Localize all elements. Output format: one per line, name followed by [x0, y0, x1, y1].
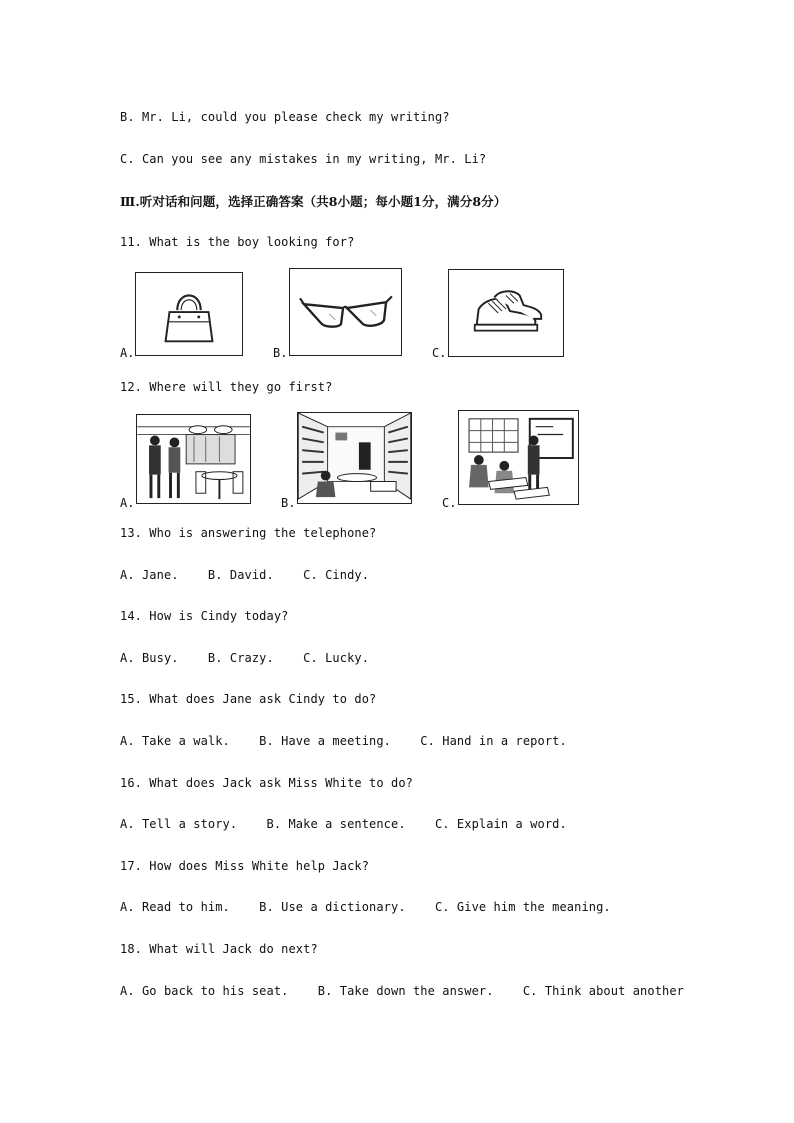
sneakers-icon: [449, 270, 563, 356]
q11-label-c: C.: [432, 346, 447, 360]
handbag-icon: [136, 273, 242, 355]
question-13-options: A. Jane. B. David. C. Cindy.: [120, 568, 370, 582]
q11-picture-c: [448, 269, 564, 357]
q12-label-a: A.: [120, 496, 135, 510]
question-15: 15. What does Jane ask Cindy to do?: [120, 692, 377, 706]
option-c-prev: C. Can you see any mistakes in my writing, Mr. Li?: [120, 152, 487, 166]
section-heading: Ⅲ.听对话和问题，选择正确答案（共8小题；每小题1分，满分8分）: [120, 194, 507, 209]
question-15-options: A. Take a walk. B. Have a meeting. C. Hand in a report.: [120, 734, 567, 748]
question-11: 11. What is the boy looking for?: [120, 235, 355, 249]
question-17-options: A. Read to him. B. Use a dictionary. C. Give him the meaning.: [120, 900, 611, 914]
q11-label-b: B.: [273, 346, 288, 360]
question-17: 17. How does Miss White help Jack?: [120, 859, 370, 873]
question-16-options: A. Tell a story. B. Make a sentence. C. Explain a word.: [120, 817, 567, 831]
q12-picture-a: [136, 414, 251, 504]
q12-label-b: B.: [281, 496, 296, 510]
library-scene-icon: [298, 413, 411, 503]
question-12: 12. Where will they go first?: [120, 380, 333, 394]
option-b-prev: B. Mr. Li, could you please check my writing?: [120, 110, 450, 124]
q11-picture-b: [289, 268, 402, 356]
question-14-options: A. Busy. B. Crazy. C. Lucky.: [120, 651, 370, 665]
q12-label-c: C.: [442, 496, 457, 510]
glasses-icon: [290, 269, 401, 355]
question-16: 16. What does Jack ask Miss White to do?: [120, 776, 413, 790]
q12-picture-c: [458, 410, 579, 505]
q12-picture-b: [297, 412, 412, 504]
q11-picture-a: [135, 272, 243, 356]
cafe-scene-icon: [137, 415, 250, 503]
q11-label-a: A.: [120, 346, 135, 360]
question-14: 14. How is Cindy today?: [120, 609, 289, 623]
question-13: 13. Who is answering the telephone?: [120, 526, 377, 540]
question-18: 18. What will Jack do next?: [120, 942, 318, 956]
question-18-options: A. Go back to his seat. B. Take down the answer. C. Think about another: [120, 984, 684, 998]
classroom-scene-icon: [459, 411, 578, 504]
